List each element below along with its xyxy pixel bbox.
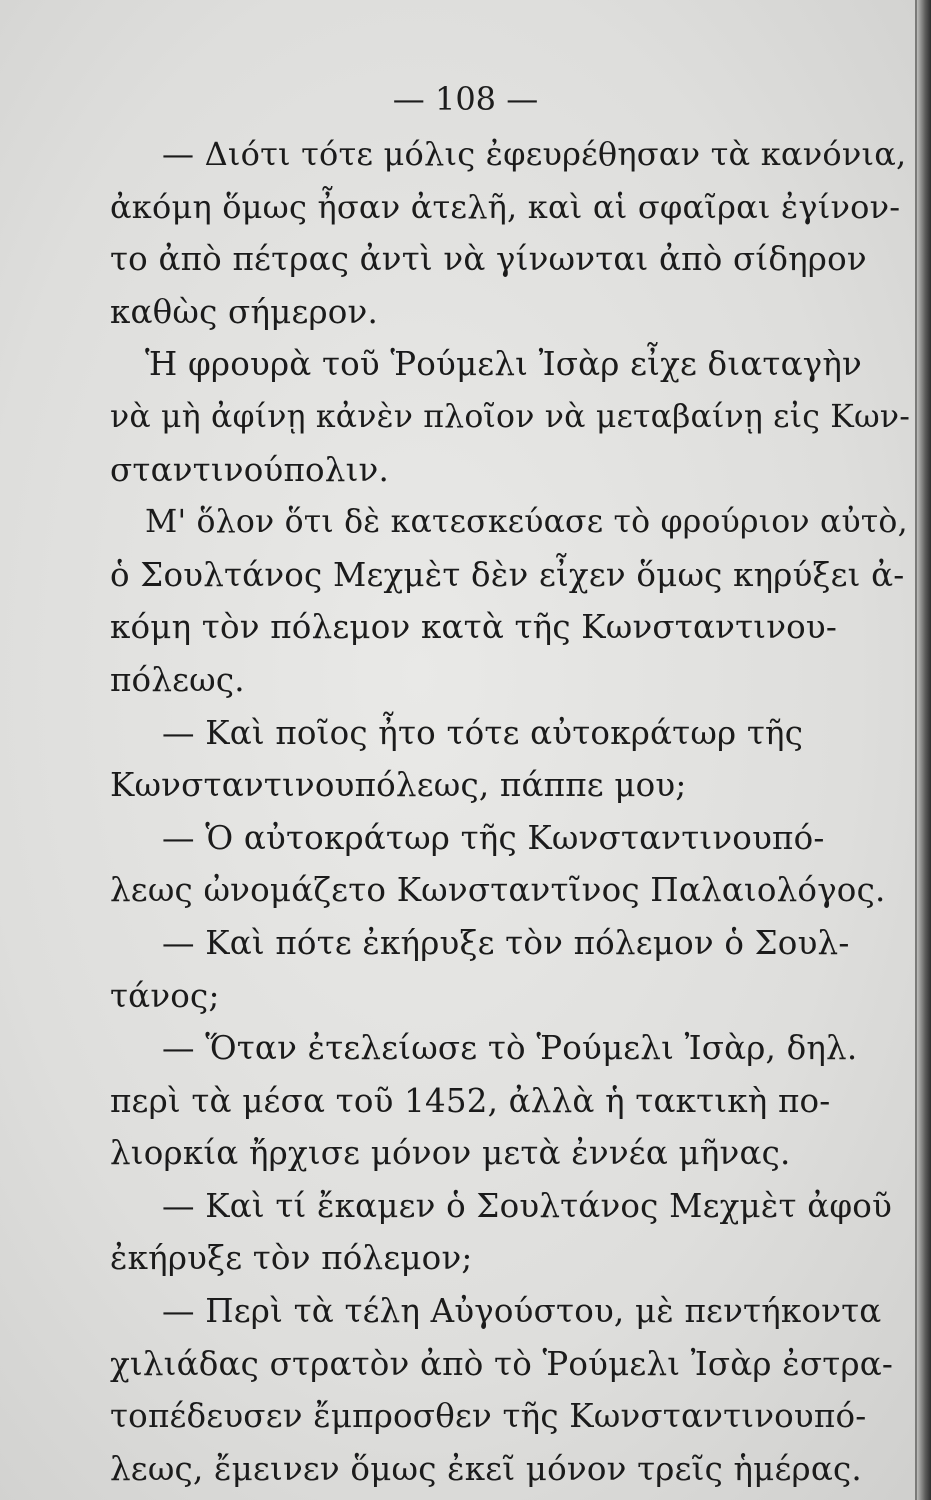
text-line: — Καὶ ποῖος ἦτο τότε αὐτοκράτωρ τῆς (162, 713, 804, 752)
text-line: περὶ τὰ μέσα τοῦ 1452, ἀλλὰ ἡ τακτικὴ πο- (110, 1081, 831, 1120)
text-line: σταντινούπολιν. (110, 450, 390, 489)
text-line: Ἡ φρουρὰ τοῦ Ῥούμελι Ἰσὰρ εἶχε διαταγὴν (145, 345, 862, 384)
text-line: ἀκόμη ὅμως ἦσαν ἀτελῆ, καὶ αἱ σφαῖραι ἐγίνον- (110, 187, 901, 226)
page-number: — 108 — (392, 80, 539, 118)
text-line: κόμη τὸν πόλεμον κατὰ τῆς Κωνσταντινου- (110, 608, 838, 647)
text-line: — Ὁ αὐτοκράτωρ τῆς Κωνσταντινουπό- (162, 818, 825, 857)
text-line: Κωνσταντινουπόλεως, πάππε μου; (110, 766, 687, 805)
text-line: — Διότι τότε μόλις ἐφευρέθησαν τὰ κανόνια, (162, 135, 907, 173)
binding-gutter (917, 0, 931, 1500)
text-line: ἐκήρυξε τὸν πόλεμον; (110, 1239, 473, 1278)
text-line: καθὼς σήμερον. (110, 292, 379, 331)
body-text (110, 128, 910, 1495)
text-line: — Περὶ τὰ τέλη Αὐγούστου, μὲ πεντήκοντα (162, 1292, 882, 1331)
text-line: τοπέδευσεν ἔμπροσθεν τῆς Κωνσταντινουπό- (110, 1397, 867, 1436)
text-line: λεως ὠνομάζετο Κωνσταντῖνος Παλαιολόγος. (110, 871, 886, 910)
text-line: το ἀπὸ πέτρας ἀντὶ νὰ γίνωνται ἀπὸ σίδηρον (110, 240, 867, 279)
text-line: λιορκία ἤρχισε μόνον μετὰ ἐννέα μῆνας. (110, 1134, 791, 1173)
text-line: πόλεως. (110, 660, 245, 699)
text-line: νὰ μὴ ἀφίνῃ κἀνὲν πλοῖον νὰ μεταβαίνῃ εἰς Κων- (110, 398, 911, 435)
text-line: Μ' ὅλον ὅτι δὲ κατεσκεύασε τὸ φρούριον αὐτὸ, (145, 504, 908, 541)
text-line: — Καὶ πότε ἐκήρυξε τὸν πόλεμον ὁ Σουλ- (162, 923, 850, 962)
text-line: χιλιάδας στρατὸν ἀπὸ τὸ Ῥούμελι Ἰσὰρ ἐστρα- (110, 1344, 894, 1383)
text-line: ὁ Σουλτάνος Μεχμὲτ δὲν εἶχεν ὅμως κηρύξει ἀ- (110, 555, 905, 594)
text-line: — Ὅταν ἐτελείωσε τὸ Ῥούμελι Ἰσὰρ, δηλ. (162, 1029, 858, 1068)
text-line: — Καὶ τί ἔκαμεν ὁ Σουλτάνος Μεχμὲτ ἀφοῦ (162, 1186, 893, 1225)
text-line: τάνος; (110, 976, 220, 1015)
text-line: λεως, ἔμεινεν ὅμως ἐκεῖ μόνον τρεῖς ἡμέρας. (110, 1449, 862, 1488)
